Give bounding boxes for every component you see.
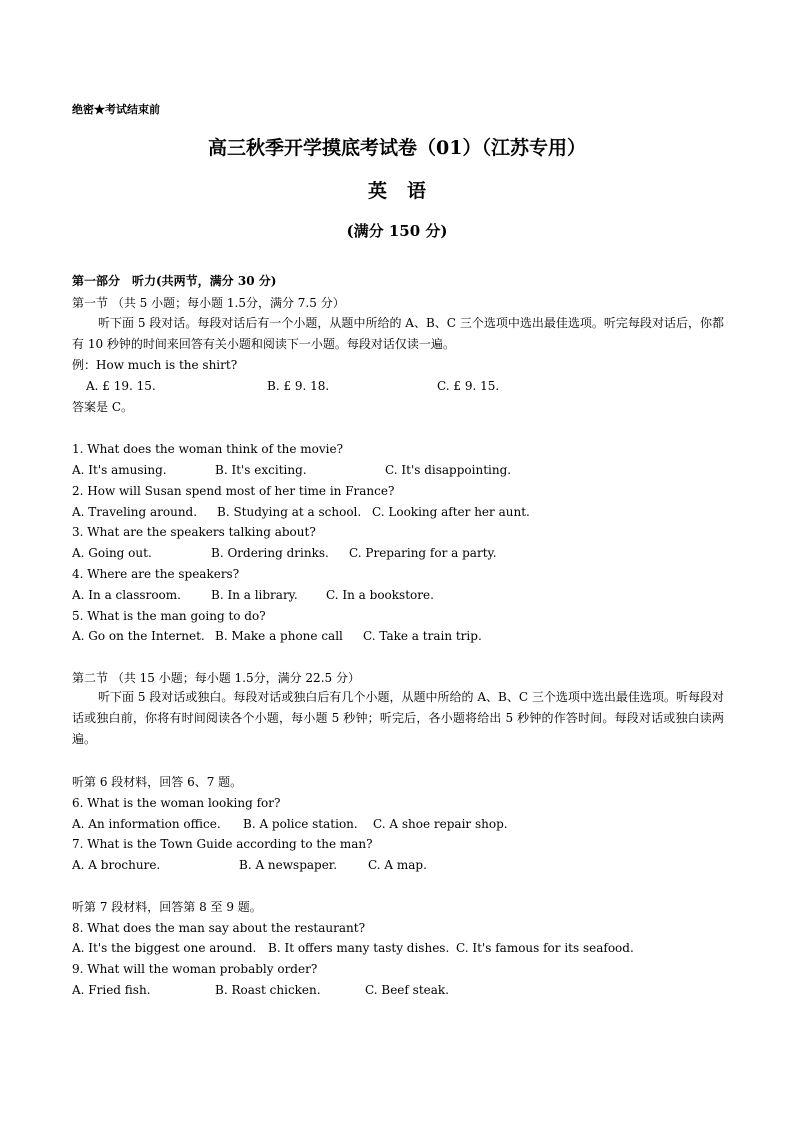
question-4: 4. Where are the speakers? <box>72 567 240 581</box>
q1-option-c: C. It's disappointing. <box>385 463 512 477</box>
q5-option-b: B. Make a phone call <box>215 629 343 643</box>
question-7: 7. What is the Town Guide according to the man? <box>72 837 373 851</box>
q5-option-a: A. Go on the Internet. <box>72 629 205 643</box>
q7-option-c: C. A map. <box>368 858 427 872</box>
q3-option-a: A. Going out. <box>72 546 152 560</box>
q4-option-c: C. In a bookstore. <box>326 588 434 602</box>
example-question: 例：How much is the shirt? <box>72 358 238 372</box>
full-score: (满分 150 分) <box>346 222 448 240</box>
q9-option-a: A. Fried fish. <box>72 983 151 997</box>
question-5: 5. What is the man going to do? <box>72 609 266 623</box>
question-1: 1. What does the woman think of the movie? <box>72 442 344 456</box>
q9-option-b: B. Roast chicken. <box>215 983 321 997</box>
example-option-a: A. £ 19. 15. <box>86 379 156 393</box>
section2-heading: 第二节 （共 15 小题；每小题 1.5分，满分 22.5 分） <box>72 671 360 685</box>
section1-heading: 第一节 （共 5 小题；每小题 1.5分，满分 7.5 分） <box>72 296 345 310</box>
q4-option-a: A. In a classroom. <box>72 588 181 602</box>
material-7-label: 听第 7 段材料，回答第 8 至 9 题。 <box>72 900 262 914</box>
q8-option-b: B. It offers many tasty dishes. <box>268 941 450 955</box>
q6-option-b: B. A police station. <box>243 817 358 831</box>
example-answer: 答案是 C。 <box>72 400 133 414</box>
section1-instruction: 听下面 5 段对话。每段对话后有一个小题，从题中所给的 A、B、C 三个选项中选出最佳选项。听完每段对话后，你都有 10 秒钟的时间来回答有关小题和阅读下一小题。每段对话仅读一遍。 <box>72 316 724 351</box>
question-2: 2. How will Susan spend most of her time in France? <box>72 484 395 498</box>
q2-option-b: B. Studying at a school. <box>217 505 362 519</box>
exam-title: 高三秋季开学摸底考试卷（01）（江苏专用） <box>208 137 586 159</box>
material-6-label: 听第 6 段材料，回答 6、7 题。 <box>72 775 243 789</box>
example-option-c: C. £ 9. 15. <box>437 379 500 393</box>
q4-option-b: B. In a library. <box>211 588 298 602</box>
q6-option-a: A. An information office. <box>72 817 221 831</box>
question-8: 8. What does the man say about the restaurant? <box>72 921 366 935</box>
question-3: 3. What are the speakers talking about? <box>72 525 316 539</box>
q2-option-c: C. Looking after her aunt. <box>372 505 530 519</box>
q3-option-c: C. Preparing for a party. <box>349 546 497 560</box>
q8-option-c: C. It's famous for its seafood. <box>456 941 634 955</box>
q7-option-a: A. A brochure. <box>72 858 161 872</box>
q1-option-a: A. It's amusing. <box>72 463 167 477</box>
q8-option-a: A. It's the biggest one around. <box>72 941 257 955</box>
section2-instruction: 听下面 5 段对话或独白。每段对话或独白后有几个小题，从题中所给的 A、B、C 三个选项中选出最佳选项。听每段对话或独白前，你将有时间阅读各个小题，每小题 5 秒钟；听完后，各小题将给出 5 秒钟的作答时间。每段对话或独白读两遍。 <box>72 690 724 746</box>
example-option-b: B. £ 9. 18. <box>267 379 330 393</box>
part1-heading: 第一部分 听力(共两节，满分 30 分) <box>72 274 277 288</box>
q6-option-c: C. A shoe repair shop. <box>373 817 508 831</box>
q9-option-c: C. Beef steak. <box>365 983 449 997</box>
confidential-label: 绝密★考试结束前 <box>72 103 160 116</box>
subject-title: 英语 <box>367 180 446 202</box>
q5-option-c: C. Take a train trip. <box>363 629 482 643</box>
q3-option-b: B. Ordering drinks. <box>211 546 329 560</box>
q7-option-b: B. A newspaper. <box>239 858 338 872</box>
q1-option-b: B. It's exciting. <box>215 463 307 477</box>
question-6: 6. What is the woman looking for? <box>72 796 281 810</box>
q2-option-a: A. Traveling around. <box>72 505 198 519</box>
question-9: 9. What will the woman probably order? <box>72 962 318 976</box>
